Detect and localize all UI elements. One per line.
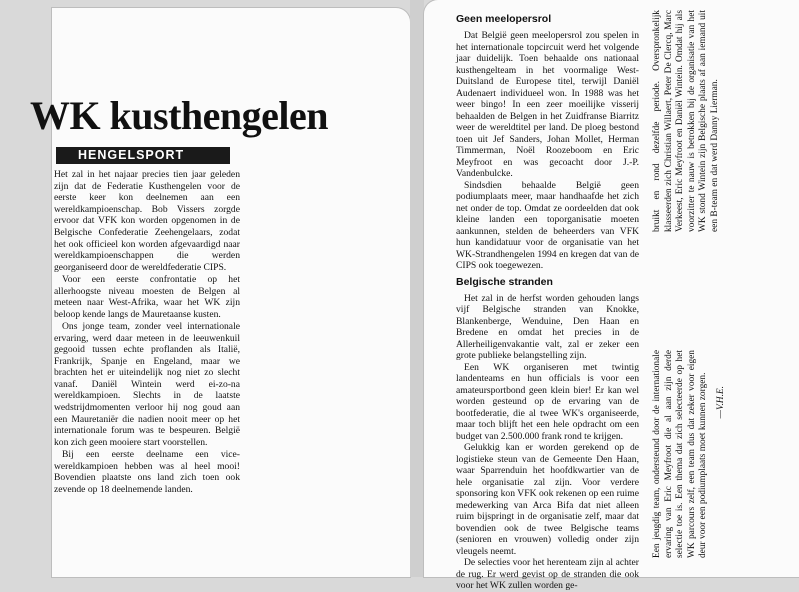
- paragraph: Het zal in het najaar precies tien jaar geleden zijn dat de Federatie Kusthengelen voor de eerste keer kon deelnemen aan een wereldkampioenschap. Bob Vissers zorgde ervoor dat VFK kon worden opgenomen in de Belgische Confederatie Zeehengelaars, zodat het ook officieel kon worden afgevaardigd naar wereldkampioenschappen die werden georganiseerd door de wereldfederatie CIPS.: [54, 169, 240, 273]
- paragraph: Sindsdien behaalde België geen podiumplaats meer, maar handhaafde het zich net onder de top. Omdat ze oordeelden dat ook kleine landen een toporganisatie moeten aankunnen, stelden de beheerders van VFK hun kandidatuur voor de organisatie van het WK-Strandhengelen 1994 en kregen dat van de CIPS ook toegewezen.: [456, 179, 639, 271]
- right-column: [456, 13, 639, 592]
- section-banner: [56, 147, 230, 164]
- paragraph: bruikt en rond dezelfde periode. Overspronkelijk klasseerden zich Christian Willaert, Peter De Clercq, Marc Verkeest, Eric Meyfroot en Daniël Wintein. Omdat hij als voorzitter te nauw is betrokken bij de organisatie van het WK stond Wintein zijn Belgische plaats af aan iemand uit een B-team en dat werd Danny Lierman.: [652, 10, 720, 232]
- left-column: [54, 169, 240, 496]
- rotated-column-top: [652, 10, 721, 232]
- rotated-column-bottom: [652, 350, 727, 558]
- paragraph: Gelukkig kan er worden gerekend op de logistieke steun van de Gemeente Den Haan, waar Sparrenduin het hoofdkwartier van de hele organisatie zal zijn. Voor verdere sponsoring kon VFK ook rekenen op een ruime medewerking van Arca Bifa dat niet alleen ruim bijspringt in de organisatie zelf, maar dat bovendien ook de twee Belgische teams (senioren en vrouwen) volledig onder zijn vleugels neemt.: [456, 442, 639, 557]
- author-signature: —V.H.E.: [715, 386, 726, 419]
- section-label: HENGELSPORT: [78, 148, 185, 162]
- paragraph: Het zal in de herfst worden gehouden langs vijf Belgische stranden van Knokke, Blankenberge, Wenduine, Den Haan en Bredene en omdat het precies in de Allerheiligenvakantie valt, zal er zeker een grote publieke belangstelling zijn.: [456, 292, 639, 361]
- paragraph: Dat België geen meelopersrol zou spelen in het internationale topcircuit werd het volgende jaar duidelijk. Toen behaalde ons nationaal kusthengelteam in het voormalige West-Duitsland de Europese titel, terwijl Daniël Audenaert individueel won. In 1988 was het weer bingo! In een zeer moeilijke visserij behaalden de Belgen in het Zuidfranse Biarritz weer de wereldtitel per land. De ploeg bestond toen uit Jef Sanders, Johan Mollet, Herman Timmerman, Noël Roozeboom en Eric Meyfroot en was gecoacht door J.-P. Vandenbulcke.: [456, 30, 639, 179]
- paragraph: Voor een eerste confrontatie op het allerhoogste niveau moesten de Belgen al meteen naar West-Afrika, waar het WK zijn beloop kende langs de Mauretaanse kusten.: [54, 273, 240, 320]
- headline: WK kusthengelen: [29, 93, 329, 138]
- subheading-geen-meelopersrol: Geen meelopersrol: [456, 13, 552, 25]
- paragraph: Een WK organiseren met twintig landenteams en hun officials is voor een amateursportbond geen klein bier! Er kan wel worden gesteund op de ervaring van de bootfederatie, die al twee WK's organiseerde, maar toch blijft het een hele opdracht om een budget van 2.500.000 frank rond te krijgen.: [456, 361, 639, 442]
- paragraph: Een jeugdig team, ondersteund door de internationale ervaring van Eric Meyfroot die al aan zijn derde selectie toe is. Een thema dat zich selecteerde op het WK parcours zelf, een team dus dat zeker voor eigen deur voor een podiumplaats moet kunnen zorgen.: [652, 350, 708, 558]
- paragraph: De selecties voor het herenteam zijn al achter de rug. Er werd gevist op de stranden die ook voor het WK zullen worden ge-: [456, 557, 639, 591]
- subheading-belgische-stranden: Belgische stranden: [456, 275, 553, 288]
- page-fold: [410, 0, 424, 577]
- paragraph: Bij een eerste deelname een vice-wereldkampioen hebben was al heel mooi! Bovendien plaatste ons land zich toen ook zevende op 18 deelnemende landen.: [54, 449, 240, 495]
- paragraph: Ons jonge team, zonder veel internationale ervaring, werd daar meteen in de leeuwenkuil gegooid tussen echte proflanden als Italië, Frankrijk, Spanje en Engeland, maar we brachten het er uiteindelijk nog niet zo slecht vanaf. Daniël Wintein werd ei-zo-na wereldkampioen. Slechts in de laatste wedstrijdmomenten verloor hij nog goud aan een Mauretaniër die nadien nooit meer op het internationale forum was te bespeuren. België kon zich geen mooiere start voorstellen.: [54, 320, 240, 448]
